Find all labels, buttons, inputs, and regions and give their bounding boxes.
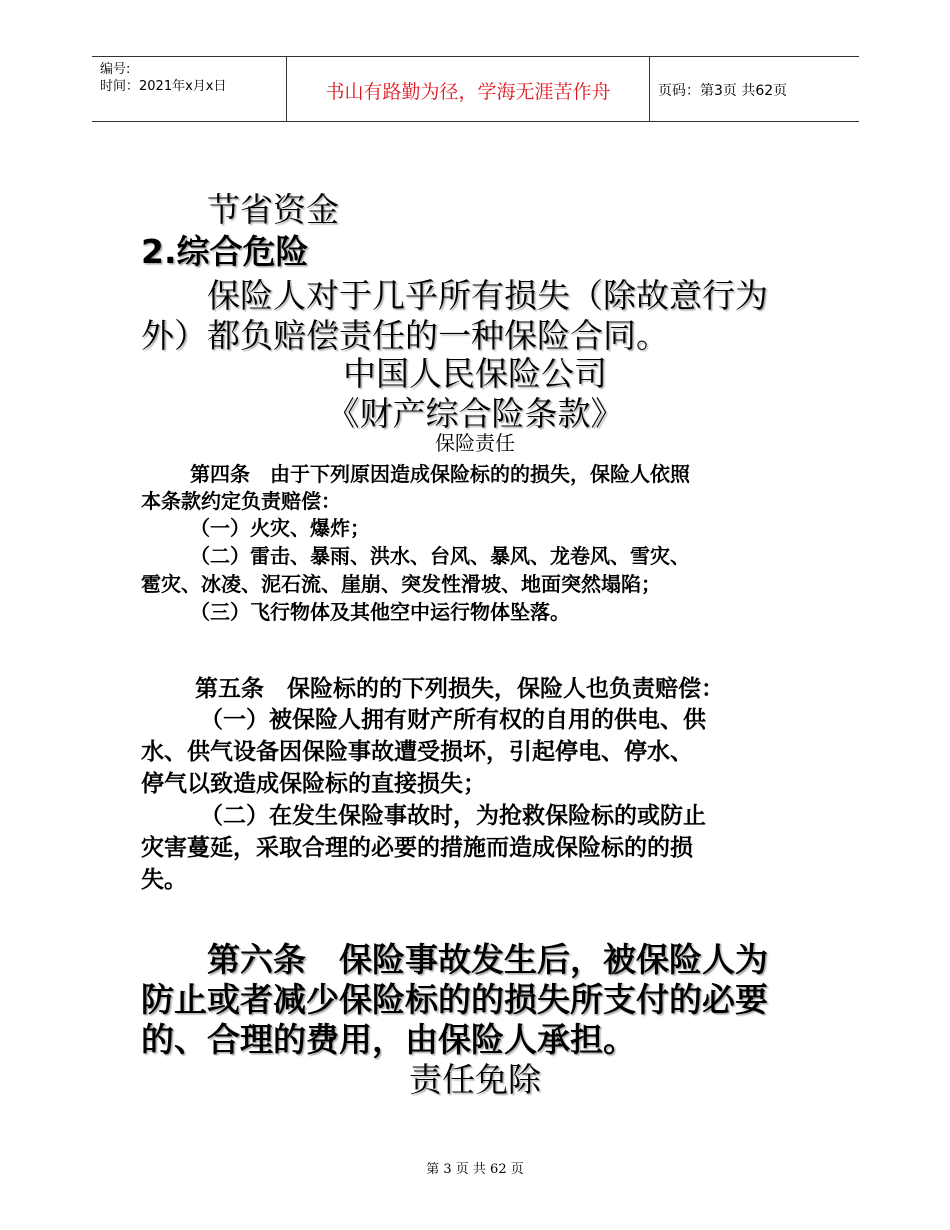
- clause-line: 水、供气设备因保险事故遭受损坏，引起停电、停水、: [141, 739, 693, 765]
- page-header: [92, 56, 859, 122]
- clause-line: 雹灾、冰凌、泥石流、崖崩、突发性滑坡、地面突然塌陷；: [141, 572, 661, 596]
- clause-line: 第五条 保险标的的下列损失，保险人也负责赔偿：: [195, 676, 724, 702]
- clause-line: （一）火灾、爆炸；: [190, 516, 370, 540]
- document-title: 《财产综合险条款》: [326, 394, 624, 433]
- clause-line: 停气以致造成保险标的直接损失；: [141, 771, 486, 797]
- section-heading: 2.综合危险: [141, 232, 309, 271]
- clause-line: 失。: [141, 867, 187, 893]
- header-meta: [100, 61, 226, 95]
- clause-line: 第四条 由于下列原因造成保险标的的损失，保险人依照: [190, 462, 690, 486]
- text-line: 保险人对于几乎所有损失（除故意行为: [207, 276, 768, 315]
- text-line: 节省资金: [207, 190, 339, 229]
- header-page-info: 页码：第3页 共62页: [658, 83, 788, 99]
- subsection-title: 责任免除: [409, 1060, 541, 1099]
- header-divider: [649, 57, 650, 121]
- subsection-title: 保险责任: [435, 431, 515, 455]
- page-footer: 第 3 页 共 62 页: [426, 1162, 524, 1177]
- clause-line: （二）在发生保险事故时，为抢救保险标的或防止: [200, 803, 706, 829]
- number-label: 编号:: [100, 62, 131, 77]
- time-label: 时间：2021年x月x日: [100, 79, 227, 94]
- company-name: 中国人民保险公司: [343, 354, 607, 393]
- clause-line: （三）飞行物体及其他空中运行物体坠落。: [190, 600, 570, 624]
- clause-line: 本条款约定负责赔偿：: [141, 489, 341, 513]
- clause-line: 防止或者减少保险标的的损失所支付的必要: [141, 980, 768, 1019]
- clause-line: （二）雷击、暴雨、洪水、台风、暴风、龙卷风、雪灾、: [190, 544, 690, 568]
- clause-line: 的、合理的费用，由保险人承担。: [141, 1020, 636, 1059]
- clause-line: 灾害蔓延，采取合理的必要的措施而造成保险标的的损: [141, 835, 693, 861]
- clause-line: （一）被保险人拥有财产所有权的自用的供电、供: [200, 707, 706, 733]
- text-line: 外）都负赔偿责任的一种保险合同。: [141, 316, 669, 355]
- clause-line: 第六条 保险事故发生后，被保险人为: [207, 940, 768, 979]
- header-motto: 书山有路勤为径，学海无涯苦作舟: [325, 81, 611, 103]
